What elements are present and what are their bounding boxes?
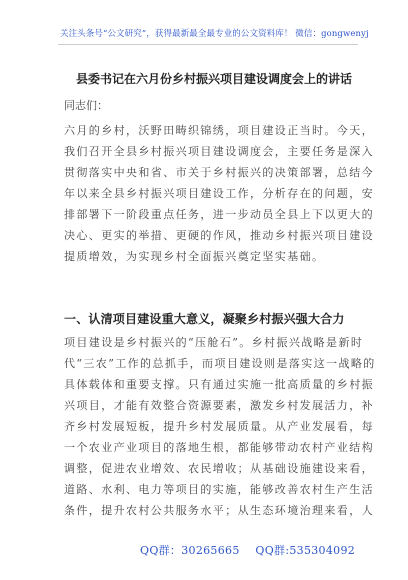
text-line: 排部署下一阶段重点任务，进一步动员全县上下以更大的: [64, 208, 374, 221]
text-line: 年以来全县乡村振兴项目建设工作，分析存在的问题，安: [64, 187, 374, 200]
header-divider: [58, 44, 358, 45]
text-line: 条件，提升农村公共服务水平；从生态环境治理来看，人: [64, 504, 374, 517]
paragraph-section-1: [64, 332, 376, 521]
footer-qq-group-2: QQ群:535304092: [255, 544, 356, 557]
text-line: 贯彻落实中央和省、市关于乡村振兴的决策部署，总结今: [64, 166, 374, 179]
text-line: 道路、水利、电力等项目的实施，能够改善农村生产生活: [64, 483, 374, 496]
text-line: 决心、更实的举措、更硬的作风，推动乡村振兴项目建设: [64, 229, 374, 242]
section-heading-1: 一、认清项目建设重大意义，凝聚乡村振兴强大合力: [64, 312, 345, 326]
text-line: 我们召开全县乡村振兴项目建设调度会，主要任务是深入: [64, 145, 374, 158]
text-line: 具体载体和重要支撑。只有通过实施一批高质量的乡村振: [64, 378, 374, 391]
text-line: 调整，促进农业增效、农民增收；从基础设施建设来看，: [64, 462, 374, 475]
text-line: 齐乡村发展短板，提升乡村发展质量。从产业发展看，每: [64, 420, 374, 433]
header-note: 关注头条号“公文研究”，获得最新最全最专业的公文资料库！ 微信：gongwenyj: [60, 29, 369, 39]
text-line: 代“三农”工作的总抓手，而项目建设则是落实这一战略的: [64, 357, 376, 370]
document-title: 县委书记在六月份乡村振兴项目建设调度会上的讲话: [75, 72, 352, 86]
text-line: 提质增效，为实现乡村全面振兴奠定坚实基础。: [64, 250, 325, 263]
salutation: 同志们：: [64, 99, 108, 112]
text-line: 一个农业产业项目的落地生根，都能够带动农村产业结构: [64, 441, 374, 454]
text-line: 项目建设是乡村振兴的“压舱石”。乡村振兴战略是新时: [64, 336, 364, 349]
text-line: 兴项目，才能有效整合资源要素，激发乡村发展活力，补: [64, 399, 374, 412]
footer-contact: [140, 542, 356, 558]
paragraph-intro: [64, 120, 374, 267]
footer-qq-group-1: QQ群：30265665: [140, 544, 240, 557]
text-line: 六月的乡村，沃野田畴织锦绣，项目建设正当时。今天，: [64, 124, 374, 137]
